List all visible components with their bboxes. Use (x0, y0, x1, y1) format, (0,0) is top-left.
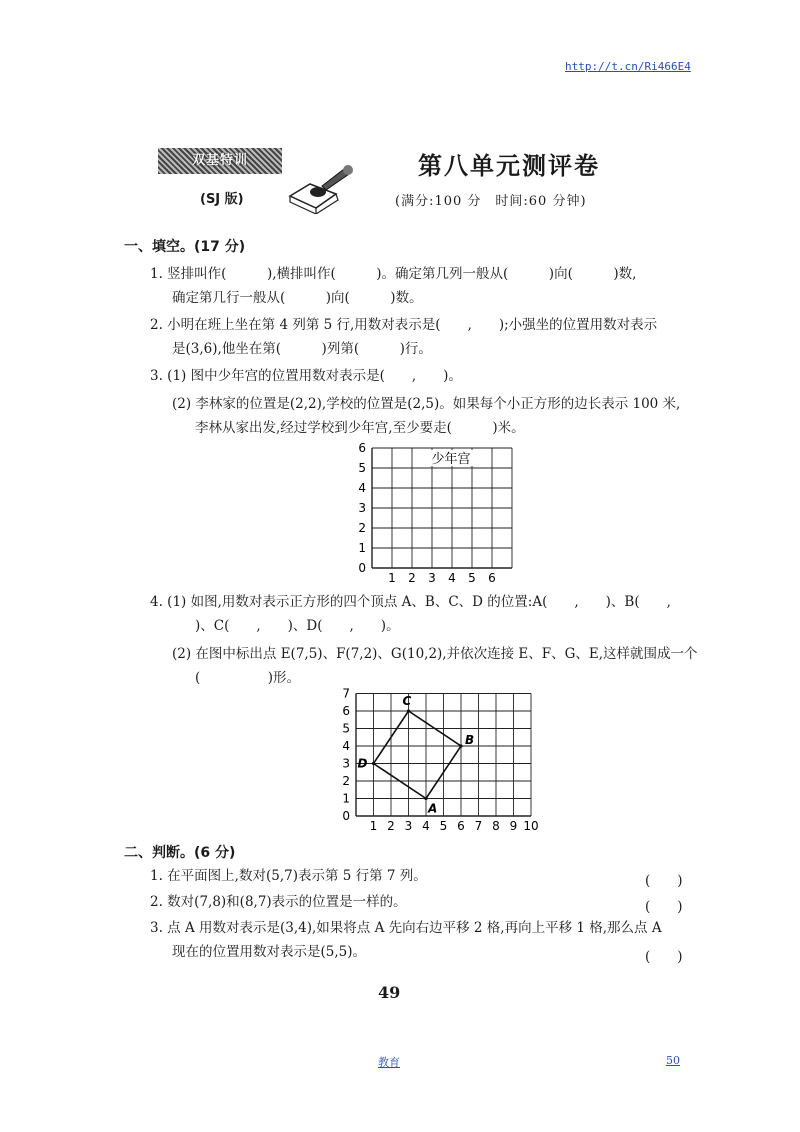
question-3-part-2-line-1: (2) 李林家的位置是(2,2),学校的位置是(2,5)。如果每个小正方形的边长表示 100 米, (172, 396, 681, 412)
series-badge: 双基特训 (158, 148, 282, 174)
grid-2-x-tick: 10 (523, 819, 539, 833)
grid-2-x-tick: 3 (404, 819, 413, 833)
vertex-a-point (424, 797, 427, 800)
grid-2-y-tick: 5 (342, 721, 350, 736)
grid-1-x-tick: 3 (428, 571, 436, 585)
vertex-c-label: C (402, 694, 412, 708)
vertex-b-label: B (465, 733, 475, 747)
page-number: 49 (378, 983, 401, 1002)
grid-2-y-tick: 3 (342, 756, 350, 771)
grid-map-1 (345, 440, 515, 585)
question-4-part-1-line-2: )、C( , )、D( , )。 (195, 618, 400, 634)
question-4-part-1-line-1: 4. (1) 如图,用数对表示正方形的四个顶点 A、B、C、D 的位置:A( , )、B( , (150, 594, 671, 610)
grid-1-y-tick: 2 (358, 521, 366, 535)
question-2-line-1: 2. 小明在班上坐在第 4 列第 5 行,用数对表示是( , );小强坐的位置用数对表示 (150, 317, 658, 333)
grid-2-x-tick: 5 (439, 819, 448, 833)
grid-2-y-tick: 1 (342, 791, 350, 806)
book-quill-icon (286, 162, 356, 214)
question-3-part-1: 3. (1) 图中少年宫的位置用数对表示是( , )。 (150, 368, 462, 384)
question-4-part-2-line-2: ( )形。 (195, 670, 301, 686)
grid-2-y-tick: 7 (342, 688, 350, 701)
question-3-part-2-line-2: 李林从家出发,经过学校到少年宫,至少要走( )米。 (195, 420, 525, 436)
judge-3-line-2: 现在的位置用数对表示是(5,5)。 (172, 944, 367, 960)
section-heading-judge: 二、判断。(6 分) (124, 845, 236, 861)
exam-meta: (满分:100 分 时间:60 分钟) (395, 194, 587, 209)
question-4-part-2-line-1: (2) 在图中标出点 E(7,5)、F(7,2)、G(10,2),并依次连接 E、F、G、E,这样就围成一个 (172, 646, 698, 662)
edition-label: (SJ 版) (200, 192, 244, 207)
question-2-line-2: 是(3,6),他坐在第( )列第( )行。 (172, 341, 432, 357)
judge-3-answer-blank[interactable]: ( ) (645, 949, 683, 965)
question-1-line-2: 确定第几行一般从( )向( )数。 (172, 290, 423, 306)
judge-2-answer-blank[interactable]: ( ) (645, 899, 683, 915)
judge-1-answer-blank[interactable]: ( ) (645, 873, 683, 889)
grid-1-x-tick: 5 (468, 571, 476, 585)
grid-1-y-tick: 3 (358, 501, 366, 515)
grid-1-x-tick: 6 (488, 571, 496, 585)
footer-link-page[interactable]: 50 (666, 1054, 680, 1067)
grid-2-x-tick: 7 (474, 819, 483, 833)
judge-1: 1. 在平面图上,数对(5,7)表示第 5 行第 7 列。 (150, 868, 427, 884)
grid-2-lines (356, 694, 531, 817)
footer-link-edu[interactable]: 教育 (378, 1056, 400, 1069)
grid-2-y-tick: 6 (342, 704, 350, 718)
vertex-d-label: D (357, 756, 368, 771)
square-abcd (374, 711, 462, 799)
vertex-b-point (459, 744, 462, 747)
grid-2-x-tick: 2 (387, 819, 395, 833)
grid-1-y-tick: 5 (358, 461, 366, 475)
grid-2-x-tick: 4 (422, 819, 430, 833)
grid-1-x-tick: 1 (388, 571, 396, 585)
vertex-c-point (407, 709, 410, 712)
grid-2-y-tick: 4 (342, 739, 350, 753)
vertex-d-point (372, 762, 375, 765)
grid-1-x-tick: 4 (448, 571, 456, 585)
judge-3-line-1: 3. 点 A 用数对表示是(3,4),如果将点 A 先向右边平移 2 格,再向上平移 1 格,那么点 A (150, 920, 662, 936)
grid-2-x-tick: 9 (509, 819, 518, 833)
grid-2-x-tick: 1 (369, 819, 378, 833)
judge-2: 2. 数对(7,8)和(8,7)表示的位置是一样的。 (150, 894, 407, 910)
grid-1-x-tick: 2 (408, 571, 416, 585)
grid-2-x-tick: 8 (492, 819, 500, 833)
question-1-line-1: 1. 竖排叫作( ),横排叫作( )。确定第几列一般从( )向( )数, (150, 266, 637, 282)
source-link[interactable]: http://t.cn/Ri466E4 (565, 60, 691, 73)
page-title: 第八单元测评卷 (418, 151, 600, 180)
grid-2-x-tick: 6 (457, 819, 465, 833)
grid-1-y-tick: 0 (358, 561, 366, 575)
grid-2-y-tick: 0 (342, 809, 350, 823)
grid-1-y-tick: 4 (358, 481, 366, 495)
grid-1-y-tick: 1 (358, 541, 366, 555)
grid-1-label: 少年宫 (431, 452, 471, 467)
grid-1-y-tick: 6 (358, 441, 366, 455)
grid-2-y-tick: 2 (342, 774, 350, 788)
section-heading-fill: 一、填空。(17 分) (124, 239, 246, 255)
grid-map-2 (335, 688, 550, 838)
vertex-a-label: A (428, 801, 438, 816)
